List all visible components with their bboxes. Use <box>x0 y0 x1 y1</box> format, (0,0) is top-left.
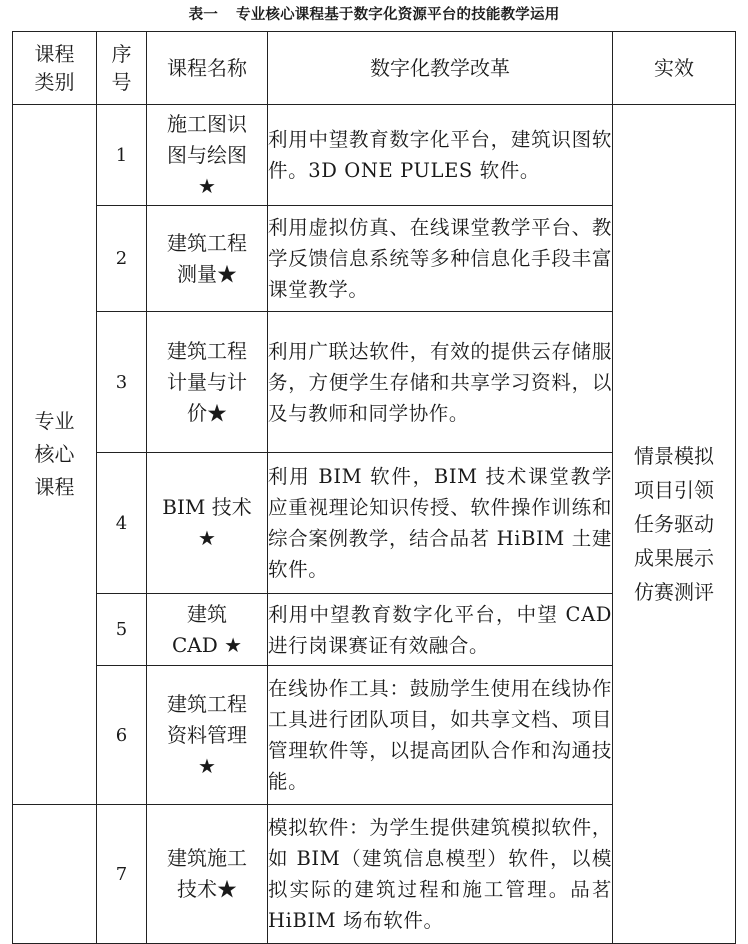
course-name-cell: 建筑工程 测量★ <box>147 206 268 312</box>
course-name-cell: 建筑施工 技术★ <box>147 805 268 944</box>
reform-cell: 在线协作工具：鼓励学生使用在线协作工具进行团队项目，如共享文档、项目管理软件等，以提高团队合作和沟通技能。 <box>268 666 613 805</box>
seq-cell: 5 <box>97 594 147 666</box>
course-name-cell: 施工图识 图与绘图 ★ <box>147 105 268 206</box>
reform-cell: 模拟软件：为学生提供建筑模拟软件，如 BIM（建筑信息模型）软件，以模拟实际的建筑过程和施工管理。品茗 HiBIM 场布软件。 <box>268 805 613 944</box>
course-name-cell: 建筑 CAD ★ <box>147 594 268 666</box>
reform-cell: 利用虚拟仿真、在线课堂教学平台、教学反馈信息系统等多种信息化手段丰富课堂教学。 <box>268 206 613 312</box>
header-reform: 数字化教学改革 <box>268 32 613 105</box>
table-caption-title: 专业核心课程基于数字化资源平台的技能教学运用 <box>236 7 560 23</box>
header-course-name: 课程名称 <box>147 32 268 105</box>
reform-cell: 利用中望教育数字化平台，建筑识图软件。3D ONE PULES 软件。 <box>268 105 613 206</box>
course-name-cell: 建筑工程 计量与计 价★ <box>147 312 268 453</box>
course-table <box>12 31 736 944</box>
header-seq: 序 号 <box>97 32 147 105</box>
table-caption <box>0 2 748 28</box>
seq-cell: 1 <box>97 105 147 206</box>
seq-cell: 4 <box>97 453 147 594</box>
seq-cell: 2 <box>97 206 147 312</box>
seq-cell: 7 <box>97 805 147 944</box>
reform-cell: 利用广联达软件，有效的提供云存储服务，方便学生存储和共享学习资料，以及与教师和同学协作。 <box>268 312 613 453</box>
seq-cell: 6 <box>97 666 147 805</box>
reform-cell: 利用中望教育数字化平台，中望 CAD 进行岗课赛证有效融合。 <box>268 594 613 666</box>
category-cell: 专业 核心 课程 <box>13 105 97 805</box>
table-caption-label: 表一 <box>188 7 218 23</box>
category-cell-empty <box>13 805 97 944</box>
table-row <box>13 105 736 206</box>
reform-cell: 利用 BIM 软件，BIM 技术课堂教学应重视理论知识传授、软件操作训练和综合案例教学，结合品茗 HiBIM 土建软件。 <box>268 453 613 594</box>
header-effect: 实效 <box>613 32 736 105</box>
effect-cell: 情景模拟 项目引领 任务驱动 成果展示 仿赛测评 <box>613 105 736 944</box>
course-name-cell: 建筑工程 资料管理 ★ <box>147 666 268 805</box>
header-category: 课程 类别 <box>13 32 97 105</box>
seq-cell: 3 <box>97 312 147 453</box>
table-header-row <box>13 32 736 105</box>
course-name-cell: BIM 技术 ★ <box>147 453 268 594</box>
